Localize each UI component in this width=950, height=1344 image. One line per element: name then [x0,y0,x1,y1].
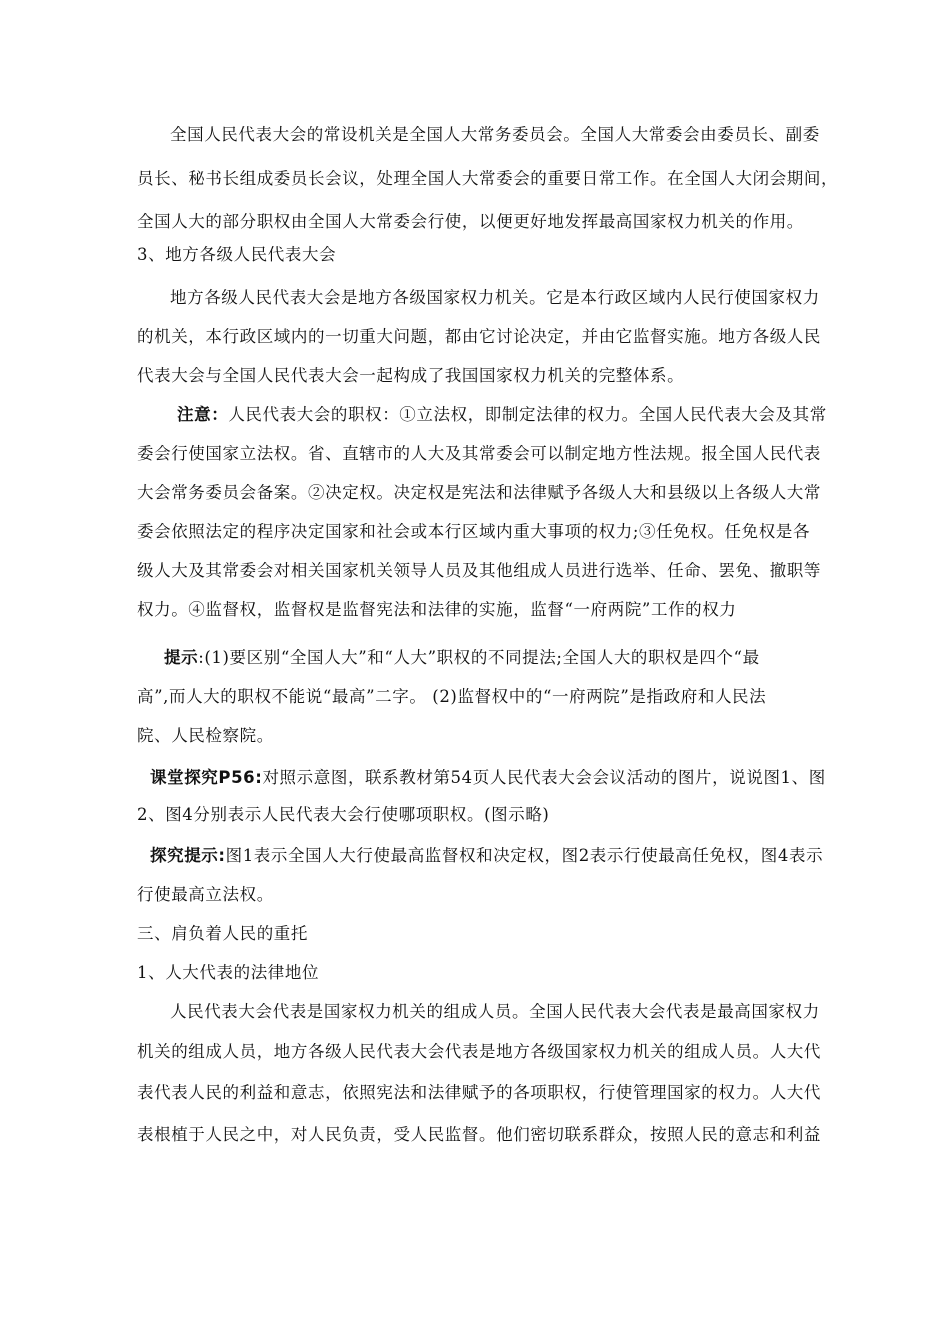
paragraph-line: 表代表人民的利益和意志，依照宪法和法律赋予的各项职权，行使管理国家的权力。人大代 [137,1083,821,1102]
hint-text: :(1)要区别“全国人大”和“人大”职权的不同提法;全国人大的职权是四个“最 [198,648,760,667]
paragraph-line: 级人大及其常委会对相关国家机关领导人员及其他组成人员进行选举、任命、罢免、撤职等 [137,561,821,580]
paragraph-line: 员长、秘书长组成委员长会议，处理全国人大常委会的重要日常工作。在全国人大闭会期间， [137,169,839,188]
explore-line [137,766,830,790]
paragraph-line: 全国人大的部分职权由全国人大常委会行使，以便更好地发挥最高国家权力机关的作用。 [137,212,804,231]
paragraph-line: 机关的组成人员，地方各级人民代表大会代表是地方各级国家权力机关的组成人员。人大代 [137,1042,821,1061]
paragraph-line: 全国人民代表大会的常设机关是全国人大常务委员会。全国人大常委会由委员长、副委 [170,125,820,144]
paragraph-line: 表根植于人民之中，对人民负责，受人民监督。他们密切联系群众，按照人民的意志和利益 [137,1125,821,1144]
note-label: 注意： [177,405,229,424]
paragraph-line: 大会常务委员会备案。②决定权。决定权是宪法和法律赋予各级人大和县级以上各级人大常 [137,483,821,502]
paragraph-line: 代表大会与全国人民代表大会一起构成了我国国家权力机关的完整体系。 [137,366,685,385]
note-text: 人民代表大会的职权：①立法权，即制定法律的权力。全国人民代表大会及其常 [228,405,827,424]
section-heading: 1、人大代表的法律地位 [137,963,320,982]
paragraph-line: 地方各级人民代表大会是地方各级国家权力机关。它是本行政区域内人民行使国家权力 [170,288,820,307]
hint-label: 提示 [164,648,199,667]
explore-hint-label: 探究提示: [150,846,226,865]
explore-hint-line [137,844,830,868]
explore-text: 对照示意图，联系教材第54页人民代表大会会议活动的图片，说说图1、图 [262,768,826,787]
section-heading: 三、肩负着人民的重托 [137,924,308,943]
paragraph-line: 权力。④监督权，监督权是监督宪法和法律的实施，监督“一府两院”工作的权力 [137,600,737,619]
paragraph-line: 院、人民检察院。 [137,726,274,745]
paragraph-line: 行使最高立法权。 [137,885,274,904]
paragraph-line: 委会依照法定的程序决定国家和社会或本行区域内重大事项的权力;③任免权。任免权是各 [137,522,811,541]
section-heading: 3、地方各级人民代表大会 [137,245,337,264]
paragraph-line: 高”,而人大的职权不能说“最高”二字。 (2)监督权中的“一府两院”是指政府和人民法 [137,687,767,706]
paragraph-line: 的机关，本行政区域内的一切重大问题，都由它讨论决定，并由它监督实施。地方各级人民 [137,327,821,346]
paragraph-line: 2、图4分别表示人民代表大会行使哪项职权。(图示略) [137,805,550,824]
explore-hint-text: 图1表示全国人大行使最高监督权和决定权，图2表示行使最高任免权，图4表示 [225,846,824,865]
paragraph-line: 人民代表大会代表是国家权力机关的组成人员。全国人民代表大会代表是最高国家权力 [170,1002,820,1021]
note-line [137,403,857,427]
paragraph-line: 委会行使国家立法权。省、直辖市的人大及其常委会可以制定地方性法规。报全国人民代表 [137,444,821,463]
hint-line [137,646,844,670]
explore-label: 课堂探究P56: [150,768,263,787]
